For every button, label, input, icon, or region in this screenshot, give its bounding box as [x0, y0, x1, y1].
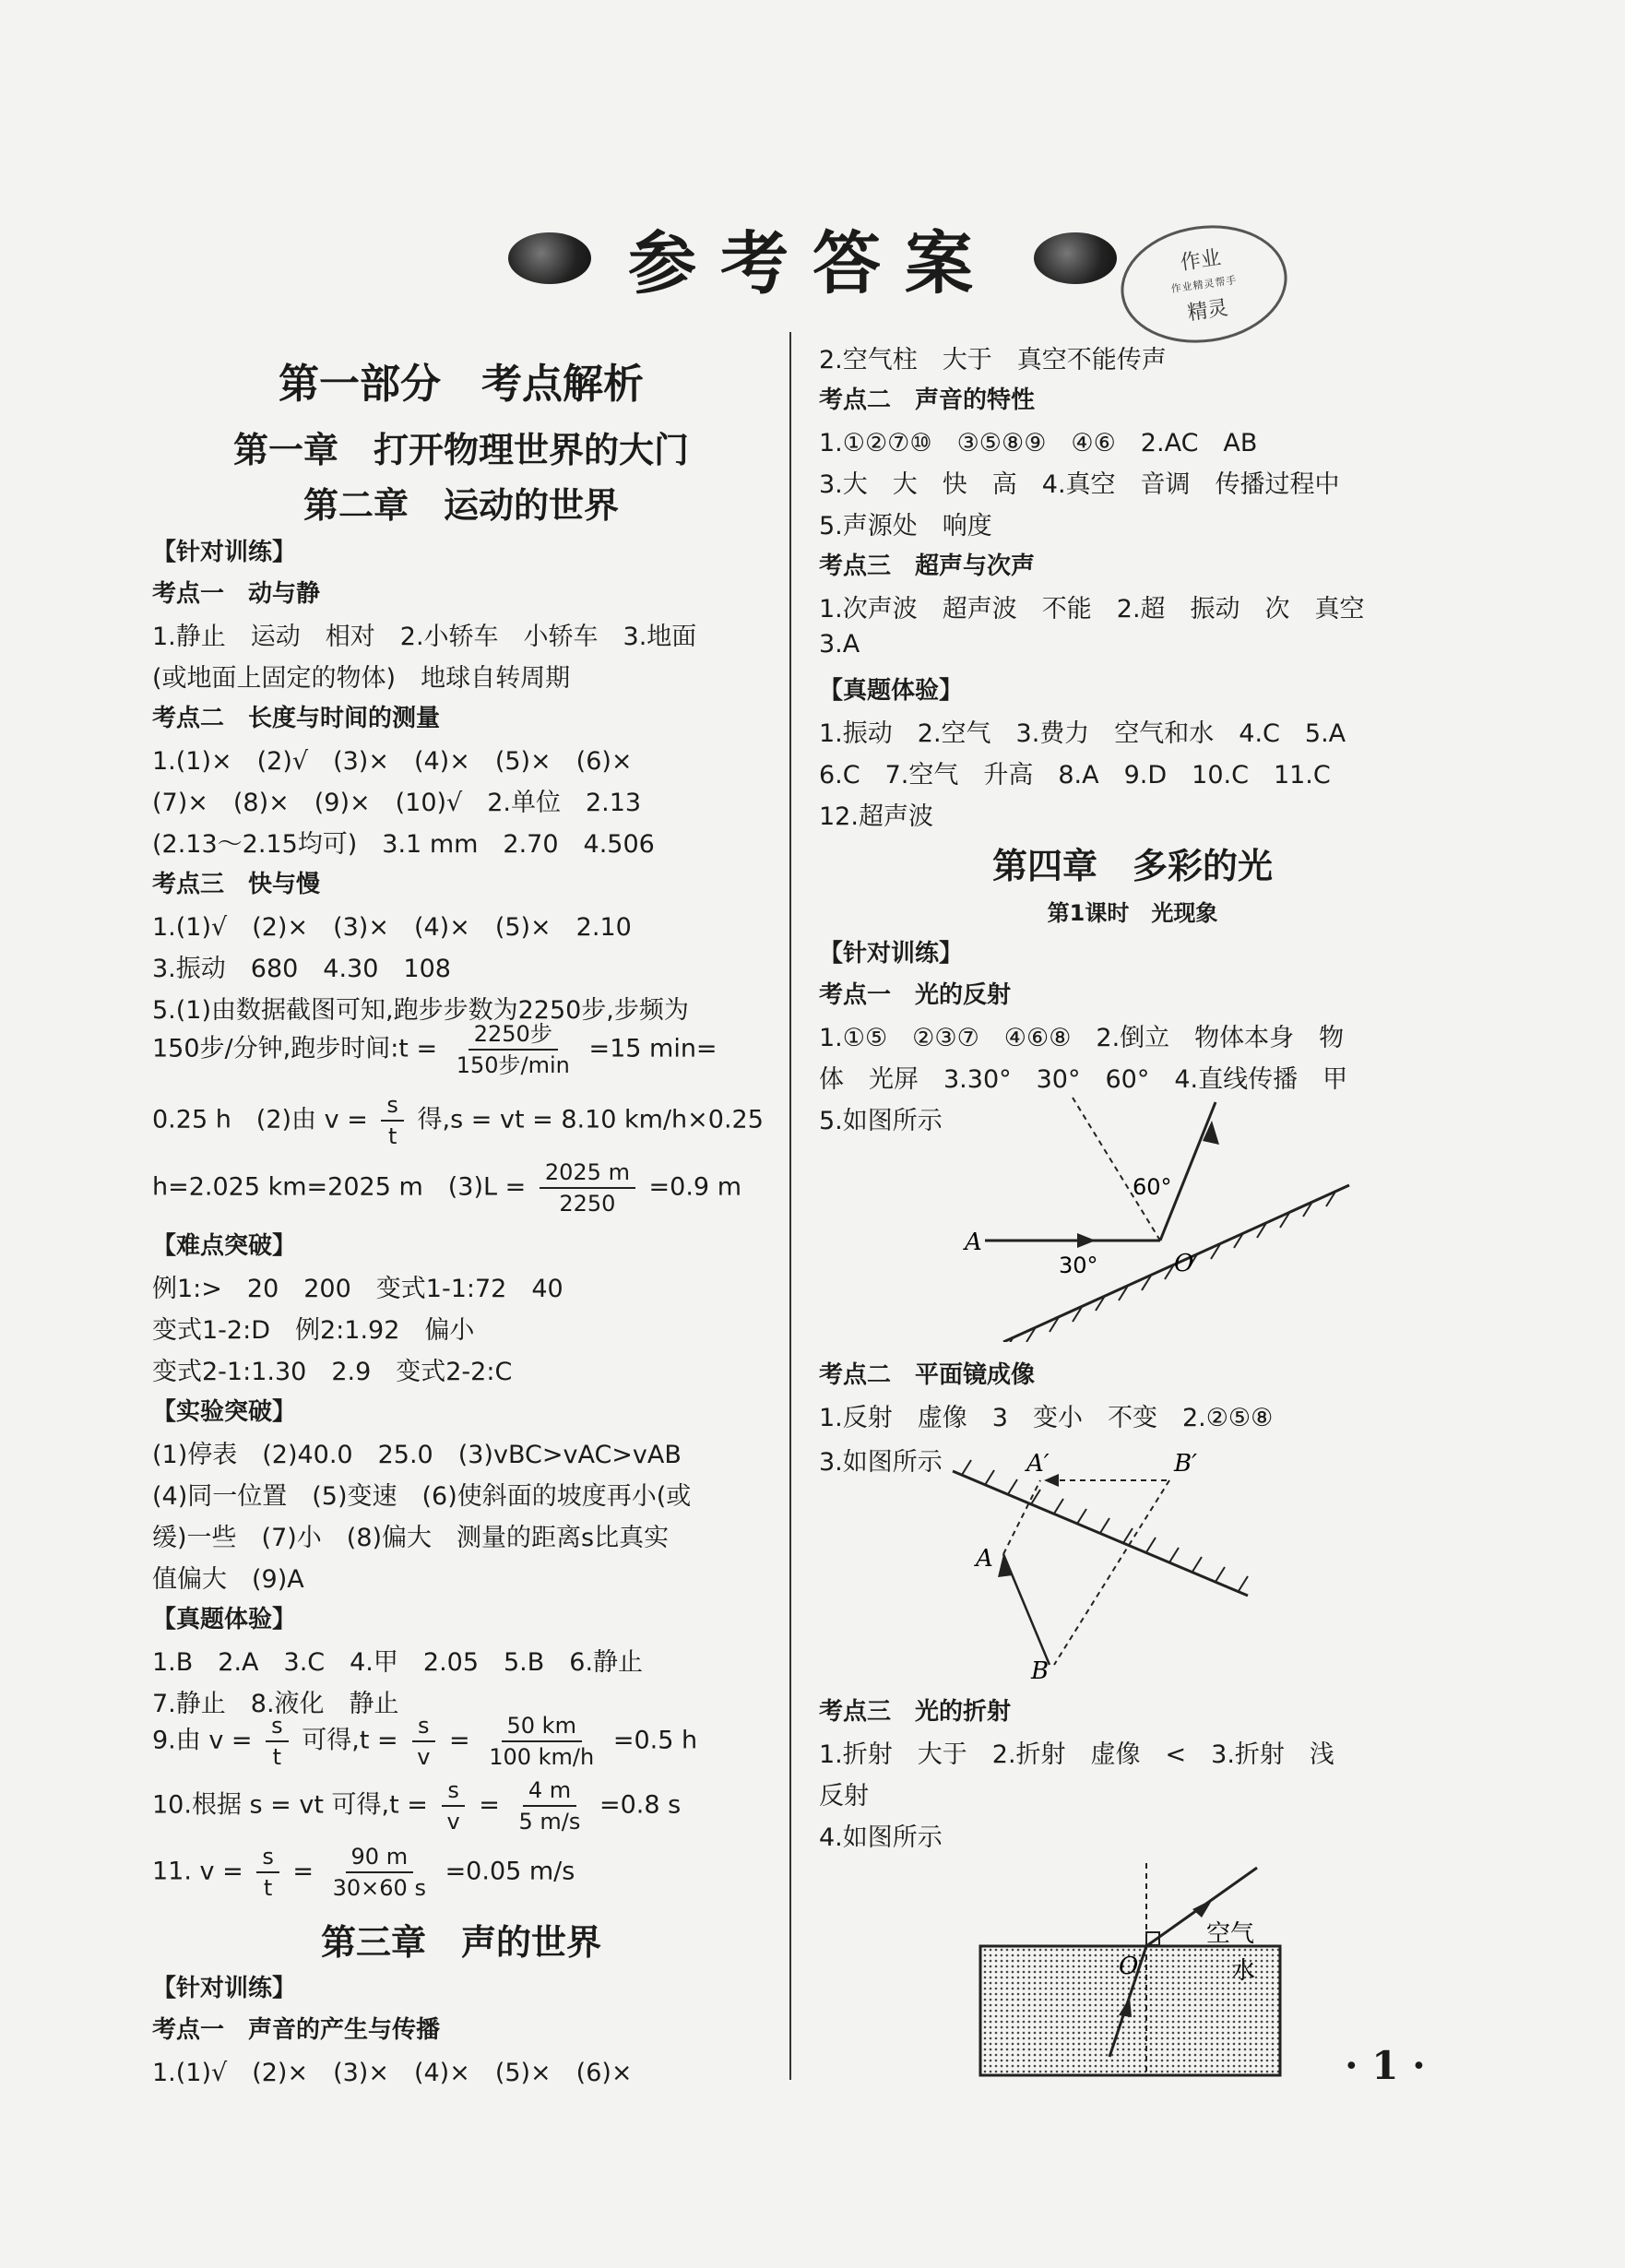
- fraction: [451, 1019, 575, 1080]
- numerator: 90 m: [346, 1842, 414, 1873]
- formula-line: [152, 1775, 681, 1836]
- refraction-diagram: [971, 1858, 1285, 2080]
- fig1-label-A: A: [965, 1229, 982, 1256]
- fig1-angle-bottom: 30°: [1059, 1253, 1098, 1278]
- formula-line: [152, 1842, 575, 1903]
- formula-line: [152, 1019, 718, 1080]
- formula-text: =0.8 s: [599, 1790, 682, 1820]
- plane-mirror-line: [953, 1471, 1248, 1596]
- numerator: 4 m: [523, 1775, 576, 1807]
- answer-line: 5.(1)由数据截图可知,跑步步数为2250步,步频为: [152, 996, 689, 1025]
- title-right-decoration-icon: [1034, 232, 1117, 284]
- topic-heading: 考点二 平面镜成像: [819, 1361, 1036, 1389]
- denominator: t: [272, 1744, 282, 1770]
- formula-line: [152, 1158, 741, 1218]
- stamp-middle-text: 作业精灵帮手: [1170, 274, 1239, 295]
- answer-line: 4.如图所示: [819, 1823, 943, 1852]
- topic-heading: 考点一 声音的产生与传播: [152, 2016, 441, 2044]
- page-number: · 1 ·: [1345, 2043, 1426, 2088]
- answer-line: 3.A: [819, 630, 860, 659]
- formula-text: h=2.025 km=2025 m (3)L =: [152, 1172, 527, 1202]
- answer-line: 例1:> 20 200 变式1-1:72 40: [152, 1275, 563, 1303]
- fraction: [327, 1842, 432, 1903]
- formula-text: 可得,t =: [302, 1726, 398, 1755]
- topic-heading: 考点一 光的反射: [819, 981, 1012, 1009]
- denominator: 100 km/h: [489, 1744, 595, 1770]
- section-heading: 【真题体验】: [819, 677, 964, 705]
- formula-line: [152, 1090, 764, 1151]
- answer-line: (2.13～2.15均可) 3.1 mm 2.70 4.506: [152, 830, 655, 859]
- answer-line: 1.①②⑦⑩ ③⑤⑧⑨ ④⑥ 2.AC AB: [819, 429, 1258, 457]
- page-title: 参考答案: [628, 224, 997, 303]
- fraction: [483, 1711, 599, 1772]
- fraction: [540, 1158, 635, 1218]
- formula-text: =0.9 m: [648, 1172, 741, 1202]
- formula-text: 150步/分钟,跑步时间:t =: [152, 1034, 438, 1063]
- section-heading: 【针对训练】: [819, 940, 964, 968]
- formula-text: =: [449, 1726, 470, 1755]
- denominator: t: [387, 1123, 397, 1149]
- page-title-bar: [0, 208, 1625, 309]
- formula-text: =15 min=: [588, 1034, 718, 1063]
- answer-line: 5.如图所示: [819, 1107, 943, 1135]
- section-heading: 【难点突破】: [152, 1232, 297, 1260]
- answer-line: 5.声源处 响度: [819, 512, 992, 540]
- formula-line: [152, 1711, 697, 1772]
- denominator: v: [417, 1744, 431, 1770]
- topic-heading: 考点三 超声与次声: [819, 552, 1036, 580]
- fig3-label-water: 水: [1231, 1957, 1256, 1985]
- formula-text: 10.根据 s = vt 可得,t =: [152, 1790, 428, 1820]
- fraction: [381, 1090, 404, 1151]
- chapter-3-title: 第三章 声的世界: [320, 1921, 601, 1963]
- formula-text: =: [479, 1790, 500, 1820]
- numerator: s: [381, 1090, 404, 1122]
- section-heading: 【实验突破】: [152, 1398, 297, 1426]
- answer-line: 3.振动 680 4.30 108: [152, 955, 451, 983]
- answer-line: (4)同一位置 (5)变速 (6)使斜面的坡度再小(或: [152, 1482, 692, 1511]
- formula-text: =0.05 m/s: [445, 1857, 575, 1886]
- answer-line: 体 光屏 3.30° 30° 60° 4.直线传播 甲: [819, 1065, 1348, 1094]
- chapter-2-title: 第二章 运动的世界: [302, 484, 619, 526]
- fig3-label-air: 空气: [1206, 1920, 1255, 1948]
- fraction: [411, 1711, 435, 1772]
- answer-line: 缓)一些 (7)小 (8)偏大 测量的距离s比真实: [152, 1524, 670, 1552]
- lesson-title: 第1课时 光现象: [1047, 900, 1218, 926]
- numerator: 50 km: [502, 1711, 582, 1742]
- answer-line: 1.①⑤ ②③⑦ ④⑥⑧ 2.倒立 物体本身 物: [819, 1024, 1345, 1052]
- topic-heading: 考点三 光的折射: [819, 1698, 1012, 1726]
- section-heading: 【针对训练】: [152, 539, 297, 566]
- fraction: [514, 1775, 587, 1836]
- topic-heading: 考点二 声音的特性: [819, 386, 1036, 414]
- answer-line: 变式1-2:D 例2:1.92 偏小: [152, 1316, 475, 1345]
- answer-line: 变式2-1:1.30 2.9 变式2-2:C: [152, 1358, 513, 1386]
- numerator: 2025 m: [540, 1158, 635, 1189]
- fig1-angle-top: 60°: [1133, 1174, 1172, 1200]
- denominator: 150步/min: [456, 1052, 570, 1078]
- numerator: s: [256, 1842, 279, 1873]
- fig3-label-O: O: [1119, 1953, 1139, 1980]
- answer-line: 1.反射 虚像 3 变小 不变 2.②⑤⑧: [819, 1404, 1274, 1432]
- formula-text: =0.5 h: [612, 1726, 698, 1755]
- incident-arrow-icon: [1077, 1233, 1096, 1248]
- answer-line: 反射: [819, 1782, 869, 1811]
- numerator: s: [412, 1711, 435, 1742]
- fig2-label-A: A: [976, 1545, 993, 1573]
- formula-text: =: [292, 1857, 314, 1886]
- stamp-bottom-text: 精灵: [1186, 296, 1230, 326]
- answer-line: 1.振动 2.空气 3.费力 空气和水 4.C 5.A: [819, 719, 1346, 748]
- dashed-B-line: [1054, 1480, 1169, 1665]
- denominator: 2250: [559, 1191, 616, 1217]
- stamp-top-text: 作业: [1179, 246, 1223, 276]
- answer-line: (1)停表 (2)40.0 25.0 (3)vBC>vAC>vAB: [152, 1441, 682, 1469]
- title-left-decoration-icon: [508, 232, 591, 284]
- reflected-arrow-icon: [1203, 1121, 1219, 1145]
- answer-line: (7)× (8)× (9)× (10)√ 2.单位 2.13: [152, 789, 642, 817]
- part-title: 第一部分 考点解析: [279, 361, 644, 408]
- topic-heading: 考点一 动与静: [152, 580, 321, 608]
- reflection-diagram: [948, 1093, 1354, 1342]
- numerator: 2250步: [469, 1019, 558, 1051]
- answer-line: 2.空气柱 大于 真空不能传声: [819, 346, 1167, 374]
- denominator: t: [263, 1875, 273, 1901]
- section-heading: 【针对训练】: [152, 1975, 297, 2002]
- answer-line: 1.折射 大于 2.折射 虚像 < 3.折射 浅: [819, 1740, 1334, 1769]
- topic-heading: 考点二 长度与时间的测量: [152, 705, 441, 732]
- topic-heading: 考点三 快与慢: [152, 871, 321, 898]
- fig1-label-O: O: [1174, 1250, 1194, 1277]
- plane-mirror-diagram: [939, 1439, 1271, 1683]
- formula-text: 9.由 v =: [152, 1726, 253, 1755]
- answer-line: (或地面上固定的物体) 地球自转周期: [152, 664, 571, 693]
- answer-line: 3.大 大 快 高 4.真空 音调 传播过程中: [819, 470, 1340, 499]
- numerator: s: [442, 1775, 465, 1807]
- answer-line: 1.(1)√ (2)× (3)× (4)× (5)× (6)×: [152, 2059, 633, 2087]
- chapter-4-title: 第四章 多彩的光: [991, 845, 1273, 886]
- air-ray-arrow-icon: [1192, 1899, 1213, 1918]
- formula-text: 0.25 h (2)由 v =: [152, 1105, 368, 1134]
- answer-line: 1.次声波 超声波 不能 2.超 振动 次 真空: [819, 595, 1365, 623]
- fraction: [442, 1775, 466, 1836]
- answer-line: 1.B 2.A 3.C 4.甲 2.05 5.B 6.静止: [152, 1648, 644, 1677]
- answer-line: 1.静止 运动 相对 2.小轿车 小轿车 3.地面: [152, 623, 697, 651]
- numerator: s: [266, 1711, 289, 1742]
- answer-line: 1.(1)× (2)√ (3)× (4)× (5)× (6)×: [152, 747, 633, 776]
- fig2-label-A-prime: A′: [1026, 1450, 1050, 1478]
- fig2-label-B-prime: B′: [1174, 1450, 1198, 1478]
- fraction: [266, 1711, 289, 1772]
- answer-line: 1.(1)√ (2)× (3)× (4)× (5)× 2.10: [152, 913, 632, 942]
- fraction: [256, 1842, 279, 1903]
- section-heading: 【真题体验】: [152, 1606, 297, 1633]
- column-divider: [789, 332, 791, 2080]
- answer-line: 3.如图所示: [819, 1448, 943, 1477]
- fig2-label-B: B: [1031, 1657, 1050, 1683]
- answer-line: 12.超声波: [819, 802, 933, 831]
- answer-line: 值偏大 (9)A: [152, 1565, 304, 1594]
- formula-text: 11. v =: [152, 1857, 243, 1886]
- chapter-1-title: 第一章 打开物理世界的大门: [232, 429, 689, 470]
- denominator: v: [446, 1809, 460, 1835]
- denominator: 30×60 s: [332, 1875, 426, 1901]
- normal-line: [1073, 1098, 1160, 1241]
- answer-line: 6.C 7.空气 升高 8.A 9.D 10.C 11.C: [819, 761, 1331, 790]
- denominator: 5 m/s: [518, 1809, 581, 1835]
- formula-text: 得,s = vt = 8.10 km/h×0.25: [417, 1105, 764, 1134]
- reflected-ray: [1160, 1102, 1216, 1241]
- answer-line: 7.静止 8.液化 静止: [152, 1690, 399, 1718]
